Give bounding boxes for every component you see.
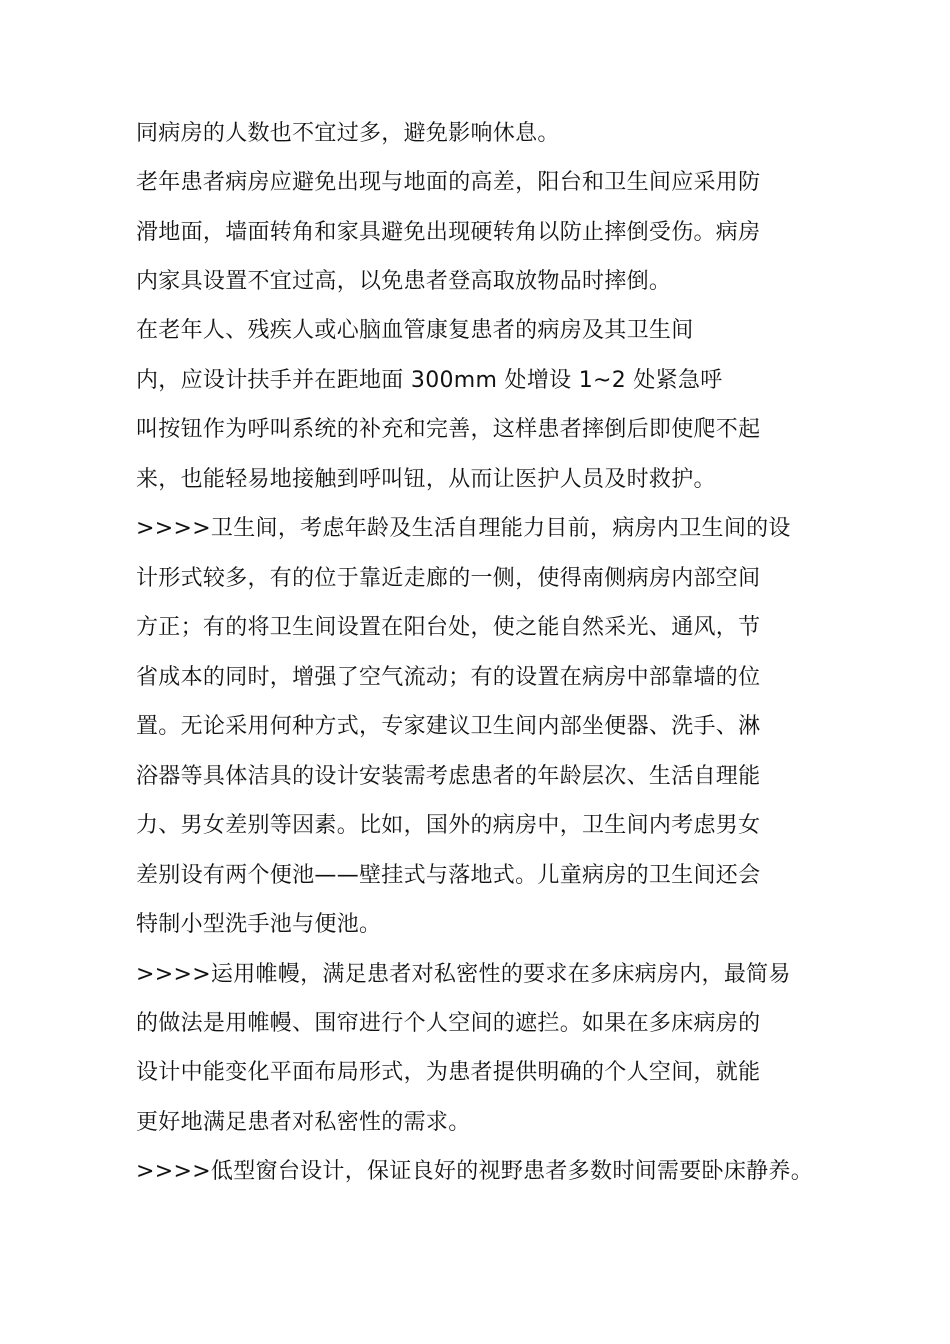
text-line: 滑地面，墙面转角和家具避免出现硬转角以防止摔倒受伤。病房 <box>136 220 761 245</box>
text-line: 在老年人、残疾人或心脑血管康复患者的病房及其卫生间 <box>136 318 694 343</box>
text-line: 方正；有的将卫生间设置在阳台处，使之能自然采光、通风，节 <box>136 615 761 640</box>
text-line: 浴器等具体洁具的设计安装需考虑患者的年龄层次、生活自理能 <box>136 764 761 789</box>
text-line: 的做法是用帷幔、围帘进行个人空间的遮拦。如果在多床病房的 <box>136 1011 761 1036</box>
text-line: 来，也能轻易地接触到呼叫钮，从而让医护人员及时救护。 <box>136 467 716 492</box>
text-line: >>>>低型窗台设计，保证良好的视野患者多数时间需要卧床静养。 <box>136 1159 814 1184</box>
text-line: 计形式较多，有的位于靠近走廊的一侧，使得南侧病房内部空间 <box>136 566 761 591</box>
text-line: 同病房的人数也不宜过多，避免影响休息。 <box>136 121 560 146</box>
text-line: 特制小型洗手池与便池。 <box>136 912 382 937</box>
text-line: 力、男女差别等因素。比如，国外的病房中，卫生间内考虑男女 <box>136 813 761 838</box>
text-line: 老年患者病房应避免出现与地面的高差，阳台和卫生间应采用防 <box>136 170 761 195</box>
text-line: 置。无论采用何种方式，专家建议卫生间内部坐便器、洗手、淋 <box>136 714 761 739</box>
text-line: 内，应设计扶手并在距地面 300mm 处增设 1~2 处紧急呼 <box>136 368 723 393</box>
text-line: 更好地满足患者对私密性的需求。 <box>136 1110 471 1135</box>
text-line: 叫按钮作为呼叫系统的补充和完善，这样患者摔倒后即使爬不起 <box>136 417 761 442</box>
text-line: >>>>卫生间，考虑年龄及生活自理能力目前，病房内卫生间的设 <box>136 516 791 541</box>
text-line: 设计中能变化平面布局形式，为患者提供明确的个人空间，就能 <box>136 1060 761 1085</box>
text-line: 内家具设置不宜过高，以免患者登高取放物品时摔倒。 <box>136 269 672 294</box>
text-line: >>>>运用帷幔，满足患者对私密性的要求在多床病房内，最简易 <box>136 962 791 987</box>
text-line: 差别设有两个便池——壁挂式与落地式。儿童病房的卫生间还会 <box>136 863 761 888</box>
text-line: 省成本的同时，增强了空气流动；有的设置在病房中部靠墙的位 <box>136 665 761 690</box>
